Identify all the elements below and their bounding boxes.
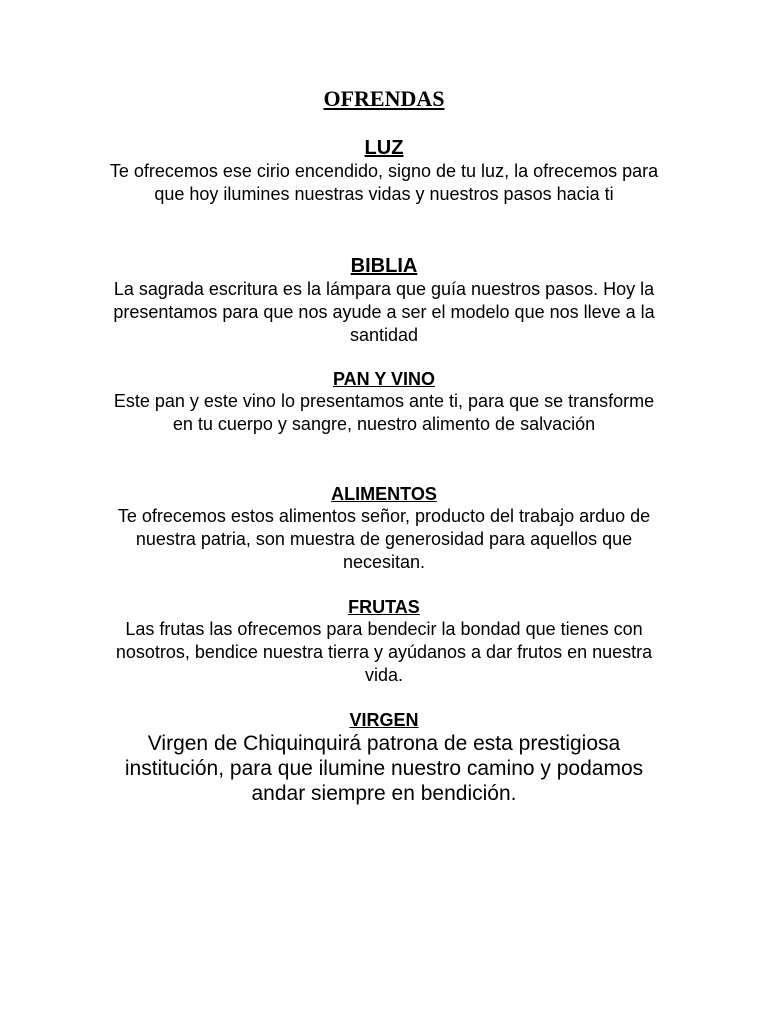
section-text-luz: Te ofrecemos ese cirio encendido, signo de tu luz, la ofrecemos para que hoy ilumines nuestras vidas y nuestros pasos hacia ti: [109, 161, 659, 204]
section-heading-alimentos: ALIMENTOS: [331, 484, 437, 504]
section-pan-y-vino: [104, 368, 664, 436]
section-text-pan-y-vino: Este pan y este vino lo presentamos ante ti, para que se transforme en tu cuerpo y sangre, nuestro alimento de salvación: [113, 391, 655, 434]
section-text-frutas: Las frutas las ofrecemos para bendecir la bondad que tienes con nosotros, bendice nuestra tierra y ayúdanos a dar frutos en nuestra vida.: [115, 619, 653, 685]
section-heading-pan-y-vino: PAN Y VINO: [332, 369, 436, 389]
section-virgen: [104, 709, 664, 806]
section-frutas: [104, 596, 664, 687]
section-heading-biblia: BIBLIA: [350, 255, 418, 277]
section-alimentos: [104, 483, 664, 574]
section-heading-luz: LUZ: [364, 137, 404, 159]
document-title: OFRENDAS: [323, 86, 445, 111]
section-heading-virgen: VIRGEN: [349, 710, 419, 730]
section-biblia: [104, 254, 664, 347]
section-text-biblia: La sagrada escritura es la lámpara que guía nuestros pasos. Hoy la presentamos para que nos ayude a ser el modelo que nos lleve a la santidad: [113, 279, 655, 345]
section-text-virgen: Virgen de Chiquinquirá patrona de esta prestigiosa institución, para que ilumine nuestro camino y podamos andar siempre en bendición.: [124, 732, 644, 805]
section-text-alimentos: Te ofrecemos estos alimentos señor, producto del trabajo arduo de nuestra patria, son muestra de generosidad para aquellos que necesitan.: [117, 506, 651, 572]
section-heading-frutas: FRUTAS: [348, 597, 420, 617]
section-luz: [104, 136, 664, 206]
